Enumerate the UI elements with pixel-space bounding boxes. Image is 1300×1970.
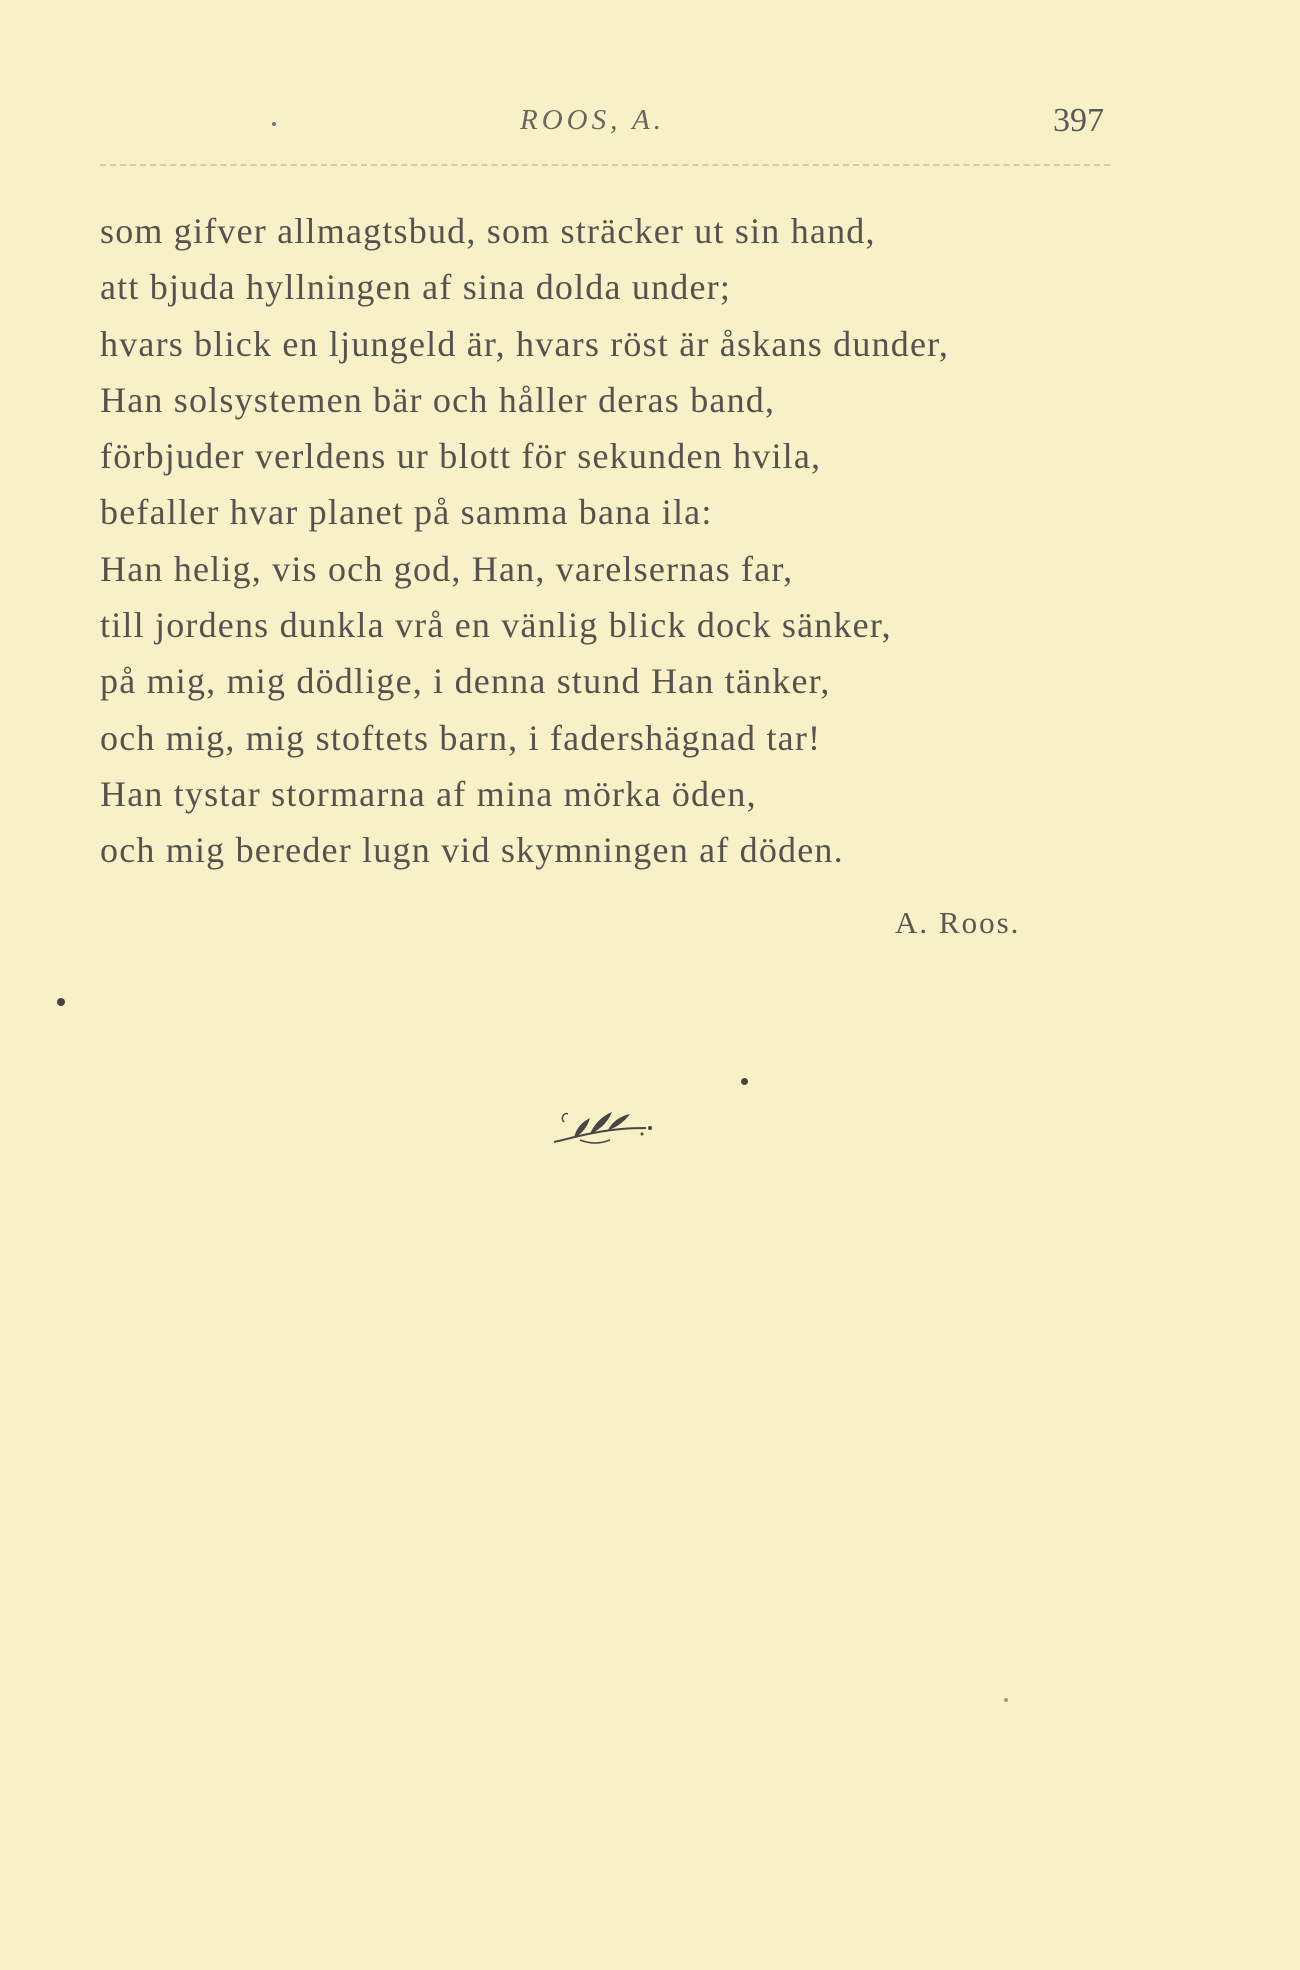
running-head (0, 104, 1300, 144)
poem-line: befaller hvar planet på samma bana ila: (100, 492, 713, 533)
poem-line: att bjuda hyllningen af sina dolda under; (100, 267, 732, 308)
poem-line: på mig, mig dödlige, i denna stund Han tänker, (100, 661, 831, 702)
poem-line: hvars blick en ljungeld är, hvars röst är åskans dunder, (100, 323, 950, 364)
poem-line: Han tystar stormarna af mina mörka öden, (100, 773, 757, 814)
poem-line: Han helig, vis och god, Han, varelsernas far, (100, 548, 794, 589)
header-dot-mark (272, 122, 276, 126)
author-signature: A. Roos. (895, 905, 1021, 940)
ink-speck (1004, 1698, 1008, 1702)
leaf-sprig-fleuron-icon (550, 1098, 660, 1150)
header-rule (100, 164, 1110, 166)
ink-speck (741, 1078, 748, 1085)
poem-line: som gifver allmagtsbud, som sträcker ut sin hand, (100, 211, 876, 251)
poem-stanza (100, 203, 1120, 879)
page-number: 397 (1053, 102, 1104, 139)
poem-line: och mig bereder lugn vid skymningen af döden. (100, 830, 844, 871)
poem-line: förbjuder verldens ur blott för sekunden hvila, (100, 436, 822, 477)
poem-line: till jordens dunkla vrå en vänlig blick dock sänker, (100, 605, 892, 646)
ink-speck (57, 998, 65, 1006)
running-title: ROOS, A. (520, 104, 666, 136)
poem-line: Han solsystemen bär och håller deras band, (100, 379, 776, 420)
poem-line: och mig, mig stoftets barn, i fadershägnad tar! (100, 717, 822, 758)
